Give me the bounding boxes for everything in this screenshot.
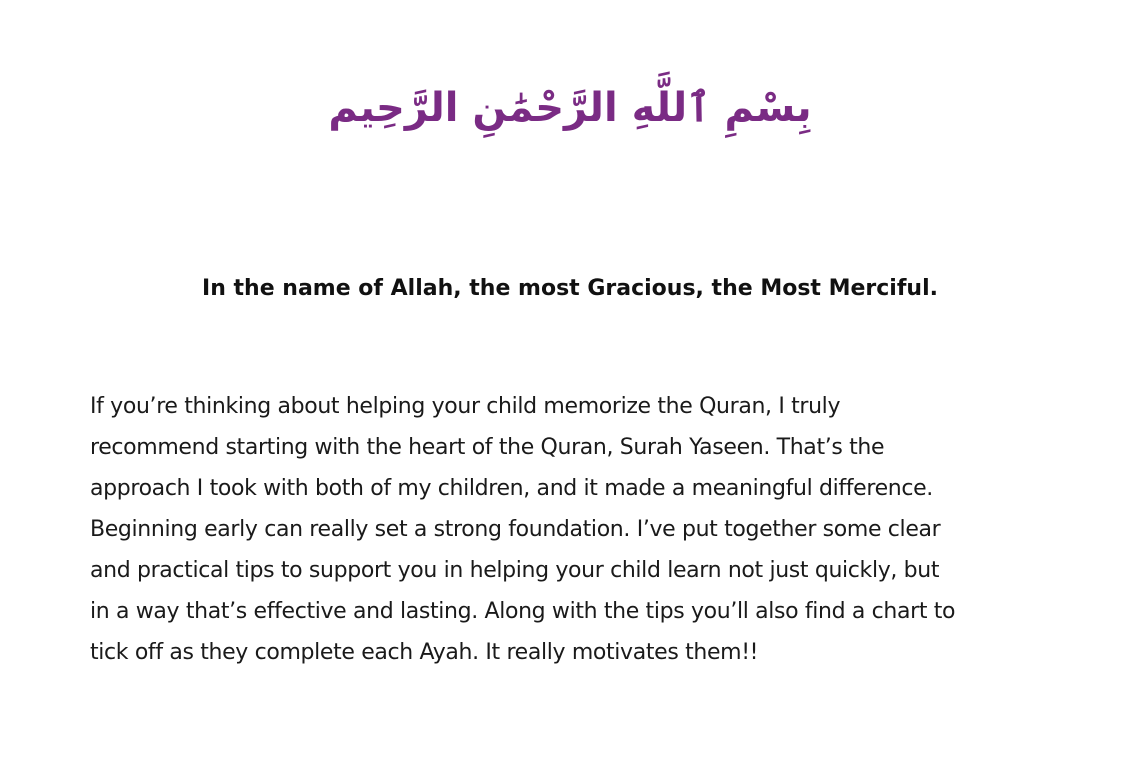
intro-paragraph	[90, 386, 1048, 673]
paragraph-line: in a way that’s effective and lasting. Along with the tips you’ll also find a chart to	[90, 599, 956, 624]
bismillah-arabic-calligraphy: بِسْمِ ٱللَّهِ الرَّحْمَٰنِ الرَّحِيم	[328, 85, 812, 131]
paragraph-line: approach I took with both of my children, and it made a meaningful difference.	[90, 476, 933, 501]
page-heading: In the name of Allah, the most Gracious, the Most Merciful.	[202, 276, 938, 301]
paragraph-line: tick off as they complete each Ayah. It really motivates them!!	[90, 640, 759, 665]
paragraph-line: Beginning early can really set a strong foundation. I’ve put together some clear	[90, 517, 941, 542]
paragraph-line: recommend starting with the heart of the Quran, Surah Yaseen. That’s the	[90, 435, 885, 460]
paragraph-line: If you’re thinking about helping your child memorize the Quran, I truly	[90, 394, 841, 419]
paragraph-line: and practical tips to support you in helping your child learn not just quickly, but	[90, 558, 940, 583]
